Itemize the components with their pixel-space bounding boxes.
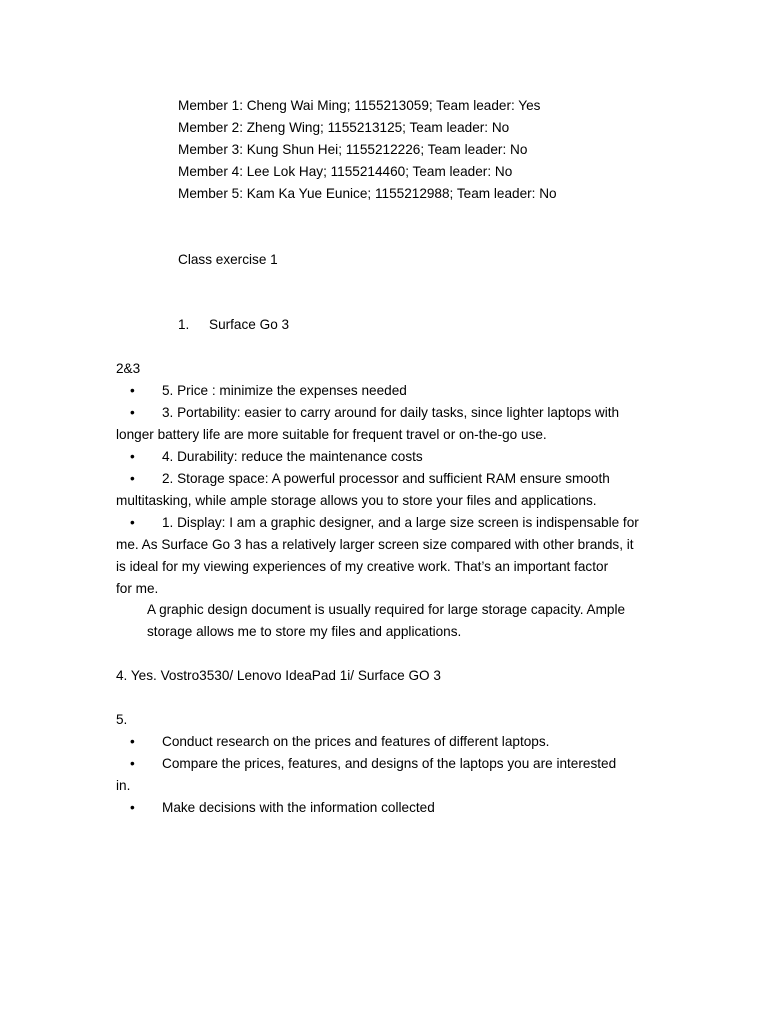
bullet-icon: • xyxy=(130,756,135,771)
note-text: storage allows me to store my files and applications. xyxy=(147,624,462,639)
list-item: 1. Display: I am a graphic designer, and a large size screen is indispensable for xyxy=(162,515,639,530)
member-line: Member 4: Lee Lok Hay; 1155214460; Team leader: No xyxy=(178,164,513,179)
member-line: Member 3: Kung Shun Hei; 1155212226; Team leader: No xyxy=(178,142,528,157)
list-item: 3. Portability: easier to carry around for daily tasks, since lighter laptops with xyxy=(162,405,620,420)
q1-answer: Surface Go 3 xyxy=(209,317,290,332)
list-item: 5. Price : minimize the expenses needed xyxy=(162,383,407,398)
bullet-icon: • xyxy=(130,471,135,486)
list-item-continuation: multitasking, while ample storage allows you to store your files and applications. xyxy=(116,493,597,508)
list-item: Conduct research on the prices and features of different laptops. xyxy=(162,734,550,749)
list-item-continuation: in. xyxy=(116,778,131,793)
bullet-icon: • xyxy=(130,734,135,749)
list-item: Compare the prices, features, and designs of the laptops you are interested xyxy=(162,756,617,771)
member-line: Member 1: Cheng Wai Ming; 1155213059; Team leader: Yes xyxy=(178,98,541,113)
list-item: 2. Storage space: A powerful processor and sufficient RAM ensure smooth xyxy=(162,471,610,486)
bullet-icon: • xyxy=(130,405,135,420)
member-line: Member 2: Zheng Wing; 1155213125; Team leader: No xyxy=(178,120,510,135)
bullet-icon: • xyxy=(130,800,135,815)
note-text: A graphic design document is usually required for large storage capacity. Ample xyxy=(147,602,626,617)
list-item-continuation: longer battery life are more suitable for frequent travel or on-the-go use. xyxy=(116,427,547,442)
list-item-continuation: is ideal for my viewing experiences of my creative work. That’s an important factor xyxy=(116,559,609,574)
bullet-icon: • xyxy=(130,449,135,464)
list-item: 4. Durability: reduce the maintenance costs xyxy=(162,449,423,464)
q5-heading: 5. xyxy=(116,712,128,727)
list-item-continuation: for me. xyxy=(116,581,159,596)
q23-heading: 2&3 xyxy=(116,361,141,376)
list-item-continuation: me. As Surface Go 3 has a relatively larger screen size compared with other brands, it xyxy=(116,537,634,552)
bullet-icon: • xyxy=(130,383,135,398)
q4-answer: 4. Yes. Vostro3530/ Lenovo IdeaPad 1i/ Surface GO 3 xyxy=(116,668,441,683)
list-item: Make decisions with the information collected xyxy=(162,800,435,815)
bullet-icon: • xyxy=(130,515,135,530)
member-line: Member 5: Kam Ka Yue Eunice; 1155212988; Team leader: No xyxy=(178,186,557,201)
exercise-title: Class exercise 1 xyxy=(178,252,278,267)
q1-number: 1. xyxy=(178,317,190,332)
